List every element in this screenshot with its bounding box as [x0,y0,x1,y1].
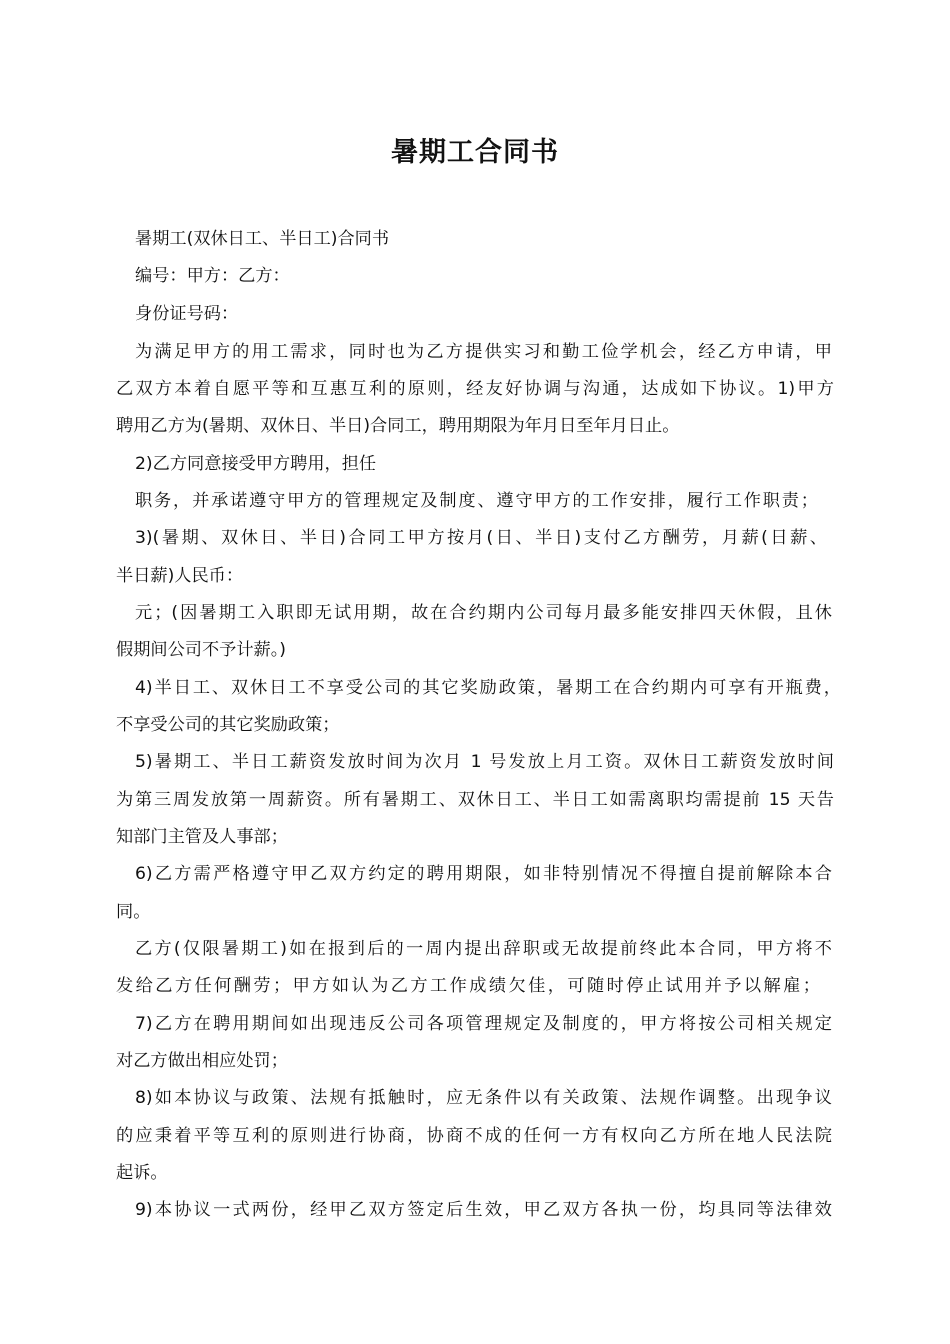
document-title: 暑期工合同书 [391,137,559,168]
paragraph-line: 5)暑期工、半日工薪资发放时间为次月 1 号发放上月工资。双休日工薪资发放时间 [135,752,834,772]
paragraph-line: 4)半日工、双休日工不享受公司的其它奖励政策，暑期工在合约期内可享有开瓶费， [135,678,841,698]
id-number-line: 身份证号码： [135,304,239,324]
paragraph-line: 3)(暑期、双休日、半日)合同工甲方按月(日、半日)支付乙方酬劳，月薪(日薪、 [135,528,827,548]
paragraph-line: 半日薪)人民币： [116,566,244,586]
paragraph-line: 同。 [116,902,151,922]
paragraph-line: 乙方(仅限暑期工)如在报到后的一周内提出辞职或无故提前终此本合同，甲方将不 [135,939,832,959]
contract-number-parties-line: 编号：甲方：乙方： [135,266,290,286]
contract-subtitle-line: 暑期工(双休日工、半日工)合同书 [135,229,390,249]
paragraph-line: 发给乙方任何酬劳；甲方如认为乙方工作成绩欠佳，可随时停止试用并予以解雇； [116,976,820,996]
paragraph-line: 对乙方做出相应处罚； [116,1051,288,1071]
paragraph-line: 起诉。 [116,1163,168,1183]
paragraph-line: 聘用乙方为(暑期、双休日、半日)合同工，聘用期限为年月日至年月日止。 [116,416,680,436]
paragraph-line: 6)乙方需严格遵守甲乙双方约定的聘用期限，如非特别情况不得擅自提前解除本合 [135,864,832,884]
paragraph-line: 元；(因暑期工入职即无试用期，故在合约期内公司每月最多能安排四天休假，且休 [135,603,832,623]
paragraph-line: 不享受公司的其它奖励政策； [116,715,340,735]
paragraph-line: 为满足甲方的用工需求，同时也为乙方提供实习和勤工俭学机会，经乙方申请，甲 [135,342,832,362]
paragraph-line: 2)乙方同意接受甲方聘用，担任 [135,454,377,474]
paragraph-line: 职务，并承诺遵守甲方的管理规定及制度、遵守甲方的工作安排，履行工作职责； [135,491,818,511]
paragraph-line: 7)乙方在聘用期间如出现违反公司各项管理规定及制度的，甲方将按公司相关规定 [135,1014,832,1034]
paragraph-line: 为第三周发放第一周薪资。所有暑期工、双休日工、半日工如需离职均需提前 15 天告 [116,790,834,810]
paragraph-line: 乙双方本着自愿平等和互惠互利的原则，经友好协调与沟通，达成如下协议。1)甲方 [116,379,834,399]
paragraph-line: 8)如本协议与政策、法规有抵触时，应无条件以有关政策、法规作调整。出现争议 [135,1088,832,1108]
paragraph-line: 9)本协议一式两份，经甲乙双方签定后生效，甲乙双方各执一份，均具同等法律效 [135,1200,832,1220]
paragraph-line: 知部门主管及人事部； [116,827,288,847]
paragraph-line: 假期间公司不予计薪。) [116,640,286,660]
paragraph-line: 的应秉着平等互利的原则进行协商，协商不成的任何一方有权向乙方所在地人民法院 [116,1126,832,1146]
